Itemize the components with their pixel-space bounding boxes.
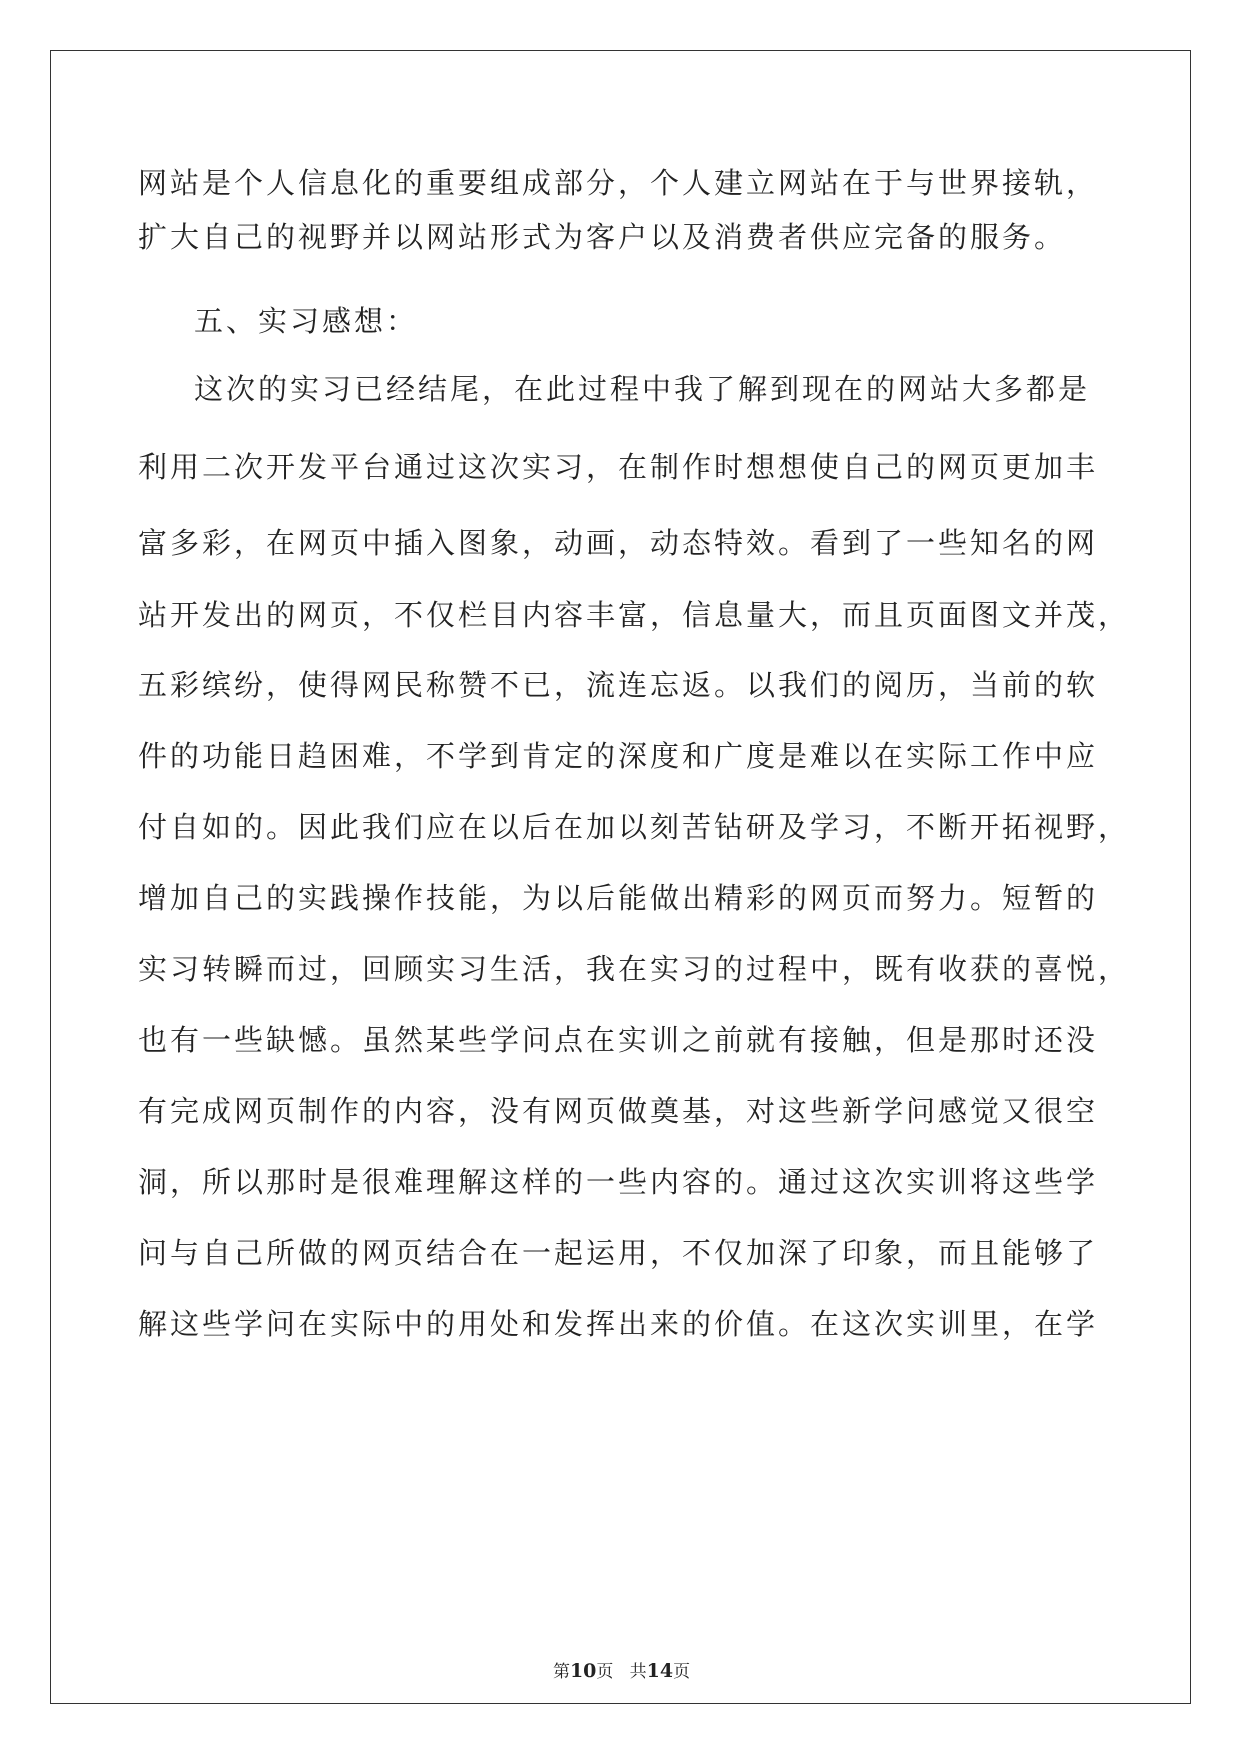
current-page-number: 10 [569,1660,597,1682]
text-line: 增加自己的实践操作技能，为以后能做出精彩的网页而努力。短暂的 [138,881,1099,915]
total-prefix: 共 [629,1662,647,1682]
text-line: 有完成网页制作的内容，没有网页做奠基，对这些新学问感觉又很空 [138,1094,1099,1128]
total-suffix: 页 [673,1662,691,1682]
text-line: 解这些学问在实际中的用处和发挥出来的价值。在这次实训里，在学 [138,1307,1099,1341]
text-line: 件的功能日趋困难，不学到肯定的深度和广度是难以在实际工作中应 [138,739,1099,773]
text-line: 扩大自己的视野并以网站形式为客户以及消费者供应完备的服务。 [138,220,1067,254]
text-line: 网站是个人信息化的重要组成部分，个人建立网站在于与世界接轨， [138,166,1099,200]
text-line: 站开发出的网页，不仅栏目内容丰富，信息量大，而且页面图文并茂， [138,598,1131,632]
text-line: 问与自己所做的网页结合在一起运用，不仅加深了印象，而且能够了 [138,1236,1099,1270]
text-line: 付自如的。因此我们应在以后在加以刻苦钻研及学习，不断开拓视野， [138,810,1131,844]
text-line: 这次的实习已经结尾，在此过程中我了解到现在的网站大多都是 [194,372,1091,406]
page-prefix: 第 [552,1662,570,1682]
total-pages-number: 14 [646,1660,674,1682]
text-line: 也有一些缺憾。虽然某些学问点在实训之前就有接触，但是那时还没 [138,1023,1099,1057]
text-line: 五彩缤纷，使得网民称赞不已，流连忘返。以我们的阅历，当前的软 [138,668,1099,702]
text-line: 富多彩，在网页中插入图象，动画，动态特效。看到了一些知名的网 [138,526,1099,560]
text-line: 实习转瞬而过，回顾实习生活，我在实习的过程中，既有收获的喜悦， [138,952,1131,986]
text-line: 洞，所以那时是很难理解这样的一些内容的。通过这次实训将这些学 [138,1165,1099,1199]
page-suffix: 页 [596,1662,614,1682]
page-frame [50,50,1191,1704]
section-heading: 五、实习感想： [194,304,419,338]
text-line: 利用二次开发平台通过这次实习，在制作时想想使自己的网页更加丰 [138,450,1099,484]
page-footer [51,1659,1192,1684]
